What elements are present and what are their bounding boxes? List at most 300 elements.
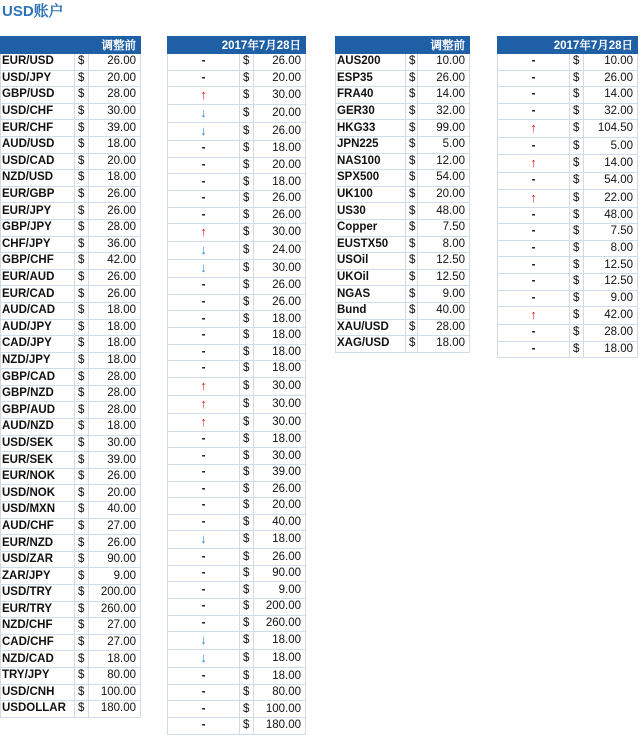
- value-before: 18.00: [89, 136, 141, 153]
- change-cell: [498, 154, 570, 172]
- currency-symbol: $: [240, 599, 254, 616]
- currency-symbol: $: [75, 253, 89, 270]
- currency-symbol: $: [406, 219, 418, 236]
- symbol-cell: AUS200: [336, 54, 406, 71]
- table-row: [336, 120, 470, 137]
- table-row: [498, 172, 638, 189]
- value-before: 180.00: [89, 701, 141, 718]
- currency-symbol: $: [570, 240, 584, 257]
- symbol-cell: XAU/USD: [336, 319, 406, 336]
- table-row: [1, 54, 141, 71]
- currency-symbol: $: [75, 153, 89, 170]
- change-cell: [498, 325, 570, 342]
- change-cell: [168, 464, 240, 481]
- value-before: 28.00: [418, 319, 470, 336]
- value-before: 18.00: [89, 336, 141, 353]
- table-row: [168, 377, 306, 395]
- down-arrow-icon: ↓: [200, 531, 207, 547]
- table-row: [168, 650, 306, 668]
- change-cell: [168, 668, 240, 685]
- value-after: 18.00: [254, 174, 306, 191]
- currency-symbol: $: [75, 336, 89, 353]
- currency-symbol: $: [406, 136, 418, 153]
- header-after: 2017年7月28日: [498, 37, 638, 54]
- table-row: [336, 219, 470, 236]
- currency-symbol: $: [240, 668, 254, 685]
- table-row: [168, 54, 306, 71]
- value-before: 27.00: [89, 618, 141, 635]
- value-after: 54.00: [584, 172, 638, 189]
- table-row: [168, 190, 306, 207]
- symbol-cell: EUR/NOK: [1, 468, 75, 485]
- page-title: USD账户: [2, 3, 64, 20]
- value-after: 26.00: [254, 54, 306, 71]
- change-cell: [498, 207, 570, 224]
- currency-symbol: $: [75, 319, 89, 336]
- value-before: 28.00: [89, 369, 141, 386]
- up-arrow-icon: ↑: [530, 307, 537, 323]
- symbol-cell: NZD/JPY: [1, 352, 75, 369]
- value-before: 48.00: [418, 203, 470, 220]
- currency-symbol: $: [240, 278, 254, 295]
- value-after: 20.00: [254, 105, 306, 123]
- change-cell: [168, 157, 240, 174]
- value-after: 26.00: [254, 481, 306, 498]
- up-arrow-icon: ↑: [200, 87, 207, 103]
- change-cell: [168, 481, 240, 498]
- currency-symbol: $: [406, 170, 418, 187]
- currency-symbol: $: [570, 307, 584, 325]
- no-change-dash: -: [201, 175, 206, 188]
- no-change-dash: -: [531, 258, 536, 271]
- value-after: 80.00: [254, 684, 306, 701]
- table-row: [168, 395, 306, 413]
- value-after: 22.00: [584, 189, 638, 207]
- value-before: 27.00: [89, 518, 141, 535]
- value-before: 100.00: [89, 684, 141, 701]
- value-after: 30.00: [254, 377, 306, 395]
- value-before: 200.00: [89, 585, 141, 602]
- table-row: [1, 385, 141, 402]
- value-before: 26.00: [89, 269, 141, 286]
- change-cell: [168, 565, 240, 582]
- no-change-dash: -: [531, 208, 536, 221]
- symbol-cell: CHF/JPY: [1, 236, 75, 253]
- currency-symbol: $: [240, 650, 254, 668]
- currency-symbol: $: [570, 103, 584, 120]
- value-after: 26.00: [254, 278, 306, 295]
- currency-symbol: $: [570, 257, 584, 274]
- value-before: 54.00: [418, 170, 470, 187]
- symbol-cell: EUR/CHF: [1, 120, 75, 137]
- table-row: [168, 668, 306, 685]
- value-after: 20.00: [254, 157, 306, 174]
- currency-symbol: $: [240, 242, 254, 260]
- currency-symbol: $: [406, 203, 418, 220]
- currency-symbol: $: [75, 551, 89, 568]
- symbol-cell: USD/CHF: [1, 103, 75, 120]
- table-row: [498, 341, 638, 358]
- value-before: 40.00: [418, 302, 470, 319]
- no-change-dash: -: [531, 343, 536, 356]
- no-change-dash: -: [201, 449, 206, 462]
- change-cell: [498, 341, 570, 358]
- change-cell: [168, 395, 240, 413]
- value-before: 26.00: [418, 70, 470, 87]
- table-row: [498, 290, 638, 307]
- header-row: [336, 37, 470, 54]
- currency-symbol: $: [240, 70, 254, 87]
- change-cell: [168, 377, 240, 395]
- fx-before-body: [1, 54, 141, 718]
- change-cell: [168, 278, 240, 295]
- no-change-dash: -: [201, 208, 206, 221]
- currency-symbol: $: [406, 103, 418, 120]
- currency-symbol: $: [75, 667, 89, 684]
- change-cell: [168, 413, 240, 431]
- currency-symbol: $: [240, 344, 254, 361]
- symbol-cell: ZAR/JPY: [1, 568, 75, 585]
- value-after: 12.50: [584, 273, 638, 290]
- currency-symbol: $: [75, 618, 89, 635]
- value-before: 26.00: [89, 186, 141, 203]
- currency-symbol: $: [75, 352, 89, 369]
- table-row: [168, 87, 306, 105]
- table-row: [168, 718, 306, 735]
- change-cell: [498, 307, 570, 325]
- symbol-cell: GBP/CAD: [1, 369, 75, 386]
- table-row: [168, 684, 306, 701]
- value-before: 18.00: [89, 352, 141, 369]
- currency-symbol: $: [75, 120, 89, 137]
- value-after: 260.00: [254, 615, 306, 632]
- currency-symbol: $: [570, 325, 584, 342]
- value-before: 39.00: [89, 452, 141, 469]
- table-row: [168, 207, 306, 224]
- table-row: [498, 207, 638, 224]
- table-row: [1, 319, 141, 336]
- fx-after-body: [168, 54, 306, 735]
- up-arrow-icon: ↑: [200, 413, 207, 429]
- value-after: 26.00: [254, 207, 306, 224]
- currency-symbol: $: [240, 87, 254, 105]
- currency-symbol: $: [406, 54, 418, 71]
- currency-symbol: $: [75, 186, 89, 203]
- table-row: [168, 464, 306, 481]
- table-row: [1, 269, 141, 286]
- value-after: 14.00: [584, 154, 638, 172]
- value-before: 26.00: [89, 535, 141, 552]
- table-row: [168, 260, 306, 278]
- currency-symbol: $: [240, 464, 254, 481]
- value-after: 32.00: [584, 103, 638, 120]
- value-before: 7.50: [418, 219, 470, 236]
- no-change-dash: -: [201, 71, 206, 84]
- currency-symbol: $: [240, 632, 254, 650]
- change-cell: [498, 70, 570, 87]
- currency-symbol: $: [240, 413, 254, 431]
- no-change-dash: -: [201, 192, 206, 205]
- value-after: 20.00: [254, 70, 306, 87]
- table-row: [168, 565, 306, 582]
- no-change-dash: -: [201, 616, 206, 629]
- symbol-cell: EUR/GBP: [1, 186, 75, 203]
- header-before: 调整前: [336, 37, 470, 54]
- no-change-dash: -: [531, 242, 536, 255]
- table-row: [1, 634, 141, 651]
- value-before: 40.00: [89, 502, 141, 519]
- table-row: [168, 123, 306, 141]
- currency-symbol: $: [75, 535, 89, 552]
- table-row: [498, 224, 638, 241]
- value-before: 28.00: [89, 385, 141, 402]
- value-before: 26.00: [89, 203, 141, 220]
- value-before: 26.00: [89, 468, 141, 485]
- currency-symbol: $: [406, 319, 418, 336]
- symbol-cell: GBP/NZD: [1, 385, 75, 402]
- currency-symbol: $: [570, 54, 584, 71]
- symbol-cell: AUD/JPY: [1, 319, 75, 336]
- cfd-before-table: [335, 36, 470, 353]
- currency-symbol: $: [406, 302, 418, 319]
- value-before: 9.00: [418, 286, 470, 303]
- symbol-cell: EUSTX50: [336, 236, 406, 253]
- table-row: [168, 157, 306, 174]
- change-cell: [168, 207, 240, 224]
- table-row: [1, 568, 141, 585]
- table-row: [336, 136, 470, 153]
- no-change-dash: -: [201, 329, 206, 342]
- currency-symbol: $: [240, 174, 254, 191]
- currency-symbol: $: [570, 290, 584, 307]
- symbol-cell: FRA40: [336, 87, 406, 104]
- table-row: [498, 103, 638, 120]
- table-row: [336, 70, 470, 87]
- change-cell: [168, 311, 240, 328]
- down-arrow-icon: ↓: [200, 105, 207, 121]
- table-row: [498, 273, 638, 290]
- table-row: [168, 311, 306, 328]
- currency-symbol: $: [240, 224, 254, 242]
- symbol-cell: USD/ZAR: [1, 551, 75, 568]
- symbol-cell: EUR/AUD: [1, 269, 75, 286]
- currency-symbol: $: [75, 468, 89, 485]
- value-after: 18.00: [254, 141, 306, 158]
- currency-symbol: $: [406, 236, 418, 253]
- table-row: [168, 361, 306, 378]
- table-row: [336, 103, 470, 120]
- currency-symbol: $: [406, 70, 418, 87]
- symbol-cell: USOil: [336, 253, 406, 270]
- table-row: [498, 87, 638, 104]
- table-row: [336, 269, 470, 286]
- table-row: [336, 319, 470, 336]
- symbol-cell: UKOil: [336, 269, 406, 286]
- no-change-dash: -: [201, 567, 206, 580]
- value-before: 36.00: [89, 236, 141, 253]
- currency-symbol: $: [75, 502, 89, 519]
- table-row: [336, 302, 470, 319]
- table-row: [168, 242, 306, 260]
- change-cell: [168, 294, 240, 311]
- value-after: 12.50: [584, 257, 638, 274]
- table-row: [168, 70, 306, 87]
- symbol-cell: ESP35: [336, 70, 406, 87]
- no-change-dash: -: [201, 279, 206, 292]
- table-row: [168, 632, 306, 650]
- change-cell: [168, 224, 240, 242]
- no-change-dash: -: [531, 105, 536, 118]
- change-cell: [168, 344, 240, 361]
- currency-symbol: $: [570, 273, 584, 290]
- currency-symbol: $: [75, 302, 89, 319]
- currency-symbol: $: [240, 260, 254, 278]
- currency-symbol: $: [240, 514, 254, 531]
- currency-symbol: $: [240, 207, 254, 224]
- value-before: 12.00: [418, 153, 470, 170]
- symbol-cell: USD/CNH: [1, 684, 75, 701]
- symbol-cell: GBP/CHF: [1, 253, 75, 270]
- currency-symbol: $: [570, 120, 584, 138]
- symbol-cell: USD/CAD: [1, 153, 75, 170]
- change-cell: [168, 582, 240, 599]
- table-row: [168, 413, 306, 431]
- symbol-cell: NZD/CAD: [1, 651, 75, 668]
- currency-symbol: $: [75, 54, 89, 71]
- change-cell: [168, 718, 240, 735]
- symbol-cell: CAD/JPY: [1, 336, 75, 353]
- value-after: 30.00: [254, 448, 306, 465]
- symbol-cell: NZD/USD: [1, 170, 75, 187]
- change-cell: [168, 650, 240, 668]
- table-row: [168, 582, 306, 599]
- currency-symbol: $: [570, 224, 584, 241]
- no-change-dash: -: [531, 139, 536, 152]
- symbol-cell: USD/JPY: [1, 70, 75, 87]
- symbol-cell: NAS100: [336, 153, 406, 170]
- no-change-dash: -: [201, 499, 206, 512]
- no-change-dash: -: [531, 88, 536, 101]
- value-before: 39.00: [89, 120, 141, 137]
- currency-symbol: $: [75, 170, 89, 187]
- table-row: [498, 240, 638, 257]
- value-after: 18.00: [254, 311, 306, 328]
- value-after: 200.00: [254, 599, 306, 616]
- currency-symbol: $: [240, 105, 254, 123]
- table-row: [1, 336, 141, 353]
- change-cell: [168, 632, 240, 650]
- table-row: [1, 186, 141, 203]
- symbol-cell: TRY/JPY: [1, 667, 75, 684]
- currency-symbol: $: [240, 718, 254, 735]
- value-before: 14.00: [418, 87, 470, 104]
- currency-symbol: $: [240, 361, 254, 378]
- table-row: [1, 684, 141, 701]
- value-after: 18.00: [254, 668, 306, 685]
- change-cell: [168, 54, 240, 71]
- value-before: 27.00: [89, 634, 141, 651]
- value-after: 9.00: [584, 290, 638, 307]
- currency-symbol: $: [240, 615, 254, 632]
- header-row: [168, 37, 306, 54]
- currency-symbol: $: [75, 402, 89, 419]
- symbol-cell: USD/NOK: [1, 485, 75, 502]
- table-row: [1, 203, 141, 220]
- up-arrow-icon: ↑: [200, 224, 207, 240]
- change-cell: [168, 684, 240, 701]
- value-before: 20.00: [89, 485, 141, 502]
- no-change-dash: -: [201, 362, 206, 375]
- value-after: 7.50: [584, 224, 638, 241]
- value-after: 10.00: [584, 54, 638, 71]
- no-change-dash: -: [201, 159, 206, 172]
- change-cell: [498, 54, 570, 71]
- table-row: [1, 435, 141, 452]
- table-row: [498, 54, 638, 71]
- no-change-dash: -: [201, 433, 206, 446]
- currency-symbol: $: [240, 481, 254, 498]
- no-change-dash: -: [201, 345, 206, 358]
- table-row: [498, 70, 638, 87]
- table-row: [168, 549, 306, 566]
- no-change-dash: -: [201, 583, 206, 596]
- value-before: 30.00: [89, 435, 141, 452]
- header-row: [498, 37, 638, 54]
- table-row: [1, 103, 141, 120]
- value-after: 5.00: [584, 138, 638, 155]
- table-row: [168, 481, 306, 498]
- no-change-dash: -: [201, 55, 206, 68]
- cfd-before-body: [336, 54, 470, 353]
- symbol-cell: US30: [336, 203, 406, 220]
- currency-symbol: $: [75, 435, 89, 452]
- table-row: [168, 701, 306, 718]
- table-row: [1, 402, 141, 419]
- value-before: 26.00: [89, 286, 141, 303]
- symbol-cell: EUR/CAD: [1, 286, 75, 303]
- value-after: 104.50: [584, 120, 638, 138]
- no-change-dash: -: [201, 702, 206, 715]
- value-before: 18.00: [89, 302, 141, 319]
- currency-symbol: $: [240, 549, 254, 566]
- table-row: [336, 153, 470, 170]
- up-arrow-icon: ↑: [530, 189, 537, 205]
- table-row: [168, 105, 306, 123]
- no-change-dash: -: [201, 719, 206, 732]
- table-row: [336, 236, 470, 253]
- currency-symbol: $: [240, 701, 254, 718]
- cfd-after-table: [497, 36, 638, 358]
- value-before: 18.00: [89, 651, 141, 668]
- value-after: 18.00: [254, 344, 306, 361]
- currency-symbol: $: [240, 565, 254, 582]
- table-row: [168, 294, 306, 311]
- symbol-cell: AUD/NZD: [1, 419, 75, 436]
- value-before: 20.00: [89, 153, 141, 170]
- value-after: 30.00: [254, 260, 306, 278]
- no-change-dash: -: [201, 600, 206, 613]
- header-row: [1, 37, 141, 54]
- currency-symbol: $: [75, 203, 89, 220]
- symbol-cell: XAG/USD: [336, 336, 406, 353]
- value-before: 90.00: [89, 551, 141, 568]
- currency-symbol: $: [75, 87, 89, 104]
- currency-symbol: $: [75, 452, 89, 469]
- value-after: 26.00: [254, 549, 306, 566]
- value-before: 10.00: [418, 54, 470, 71]
- currency-symbol: $: [75, 601, 89, 618]
- change-cell: [168, 361, 240, 378]
